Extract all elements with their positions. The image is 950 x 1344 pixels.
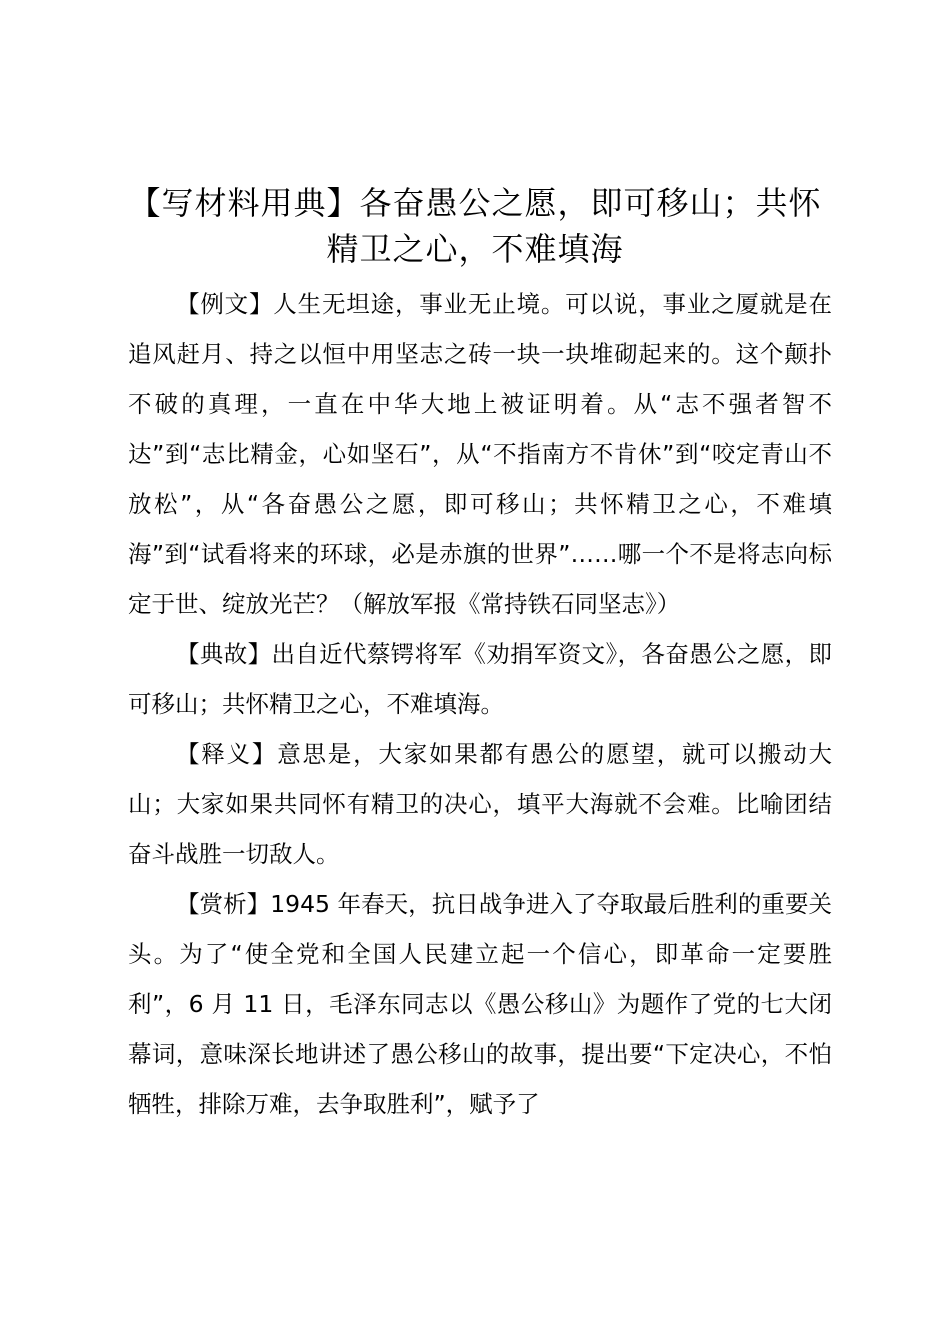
document-body [128, 279, 832, 1129]
paragraph-example: 【例文】人生无坦途，事业无止境。可以说，事业之厦就是在追风赶月、持之以恒中用坚志之砖一块一块堆砌起来的。这个颠扑不破的真理，一直在中华大地上被证明着。从“志不强者智不达”到“志比精金，心如坚石”，从“不指南方不肯休”到“咬定青山不放松”，从“各奋愚公之愿，即可移山；共怀精卫之心，不难填海”到“试看将来的环球，必是赤旗的世界”……哪一个不是将志向标定于世、绽放光芒？（解放军报《常持铁石同坚志》） [128, 290, 832, 618]
paragraph-allusion: 【典故】出自近代蔡锷将军《劝捐军资文》，各奋愚公之愿，即可移山；共怀精卫之心，不难填海。 [128, 640, 832, 718]
document-title: 【写材料用典】各奋愚公之愿，即可移山；共怀精卫之心，不难填海 [128, 184, 822, 268]
paragraph-appreciation: 【赏析】1945 年春天，抗日战争进入了夺取最后胜利的重要关头。为了“使全党和全国人民建立起一个信心，即革命一定要胜利”，6 月 11 日，毛泽东同志以《愚公移山》为题作了党的七大闭幕词，意味深长地讲述了愚公移山的故事，提出要“下定决心，不怕牺牲，排除万难，去争取胜利”，赋予了 [128, 890, 832, 1118]
paragraph-meaning: 【释义】意思是，大家如果都有愚公的愿望，就可以搬动大山；大家如果共同怀有精卫的决心，填平大海就不会难。比喻团结奋斗战胜一切敌人。 [128, 740, 832, 868]
